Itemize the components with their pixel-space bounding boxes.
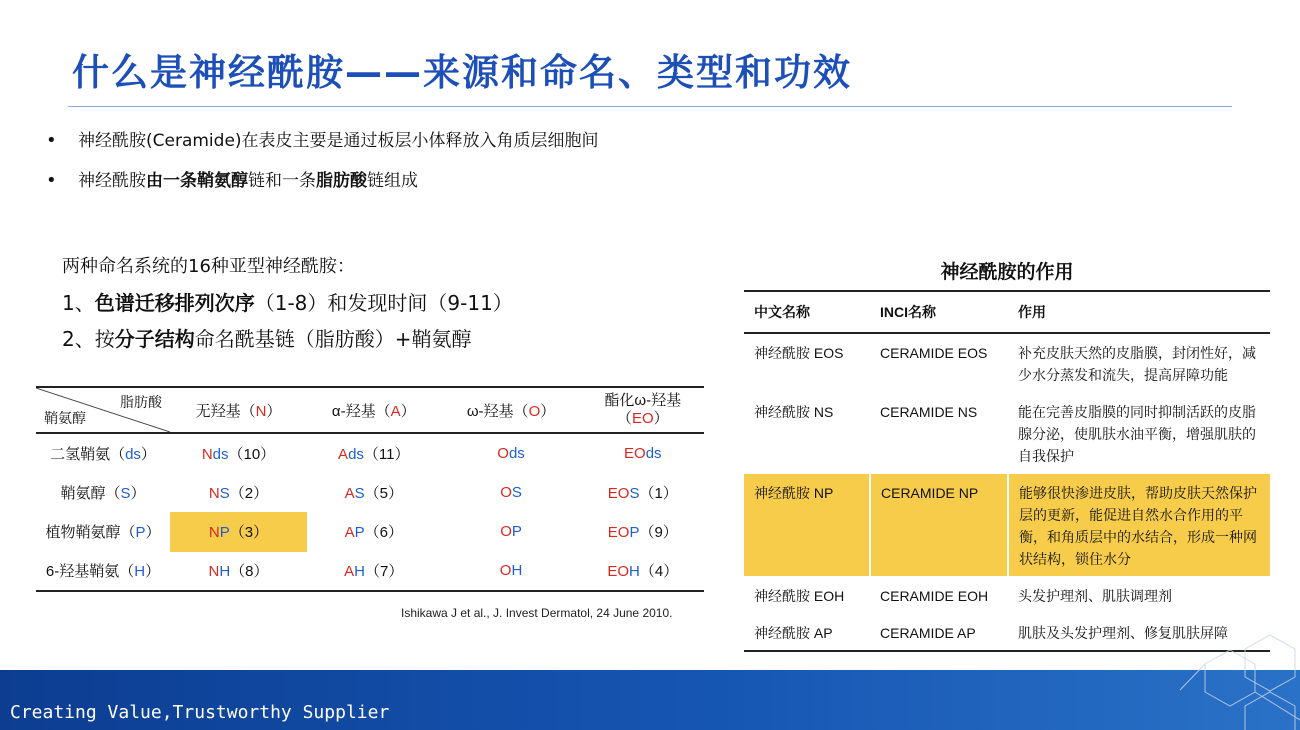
naming-line-2 <box>62 325 513 361</box>
bullet-list <box>46 128 599 208</box>
naming-line-2-rest: 命名酰基链（脂肪酸）+鞘氨醇 <box>194 327 472 351</box>
subtype-cell-r: O <box>500 483 512 501</box>
subtype-cell-n: （9） <box>639 524 678 542</box>
subtype-cell-r: A <box>344 484 355 502</box>
subtype-cell <box>441 512 582 552</box>
subtype-cell-r: A <box>338 445 349 463</box>
row-header-close: ） <box>130 484 146 502</box>
row-header-label: 植物鞘氨醇（ <box>45 524 136 542</box>
header-label: ω-羟基（ <box>466 402 529 420</box>
subtype-cell <box>307 433 441 473</box>
effect-cell-effect: 能够很快渗进皮肤，帮助皮肤天然保护层的更新，能促进自然水合作用的平衡，和角质层中的水结合，形成一种网状结构，锁住水分 <box>1008 474 1270 577</box>
naming-line-1-num: 1、 <box>62 291 95 315</box>
table-header-row <box>744 291 1270 333</box>
effect-cell-inci: CERAMIDE NS <box>870 393 1008 474</box>
subtype-cell <box>582 433 704 473</box>
subtype-cell-n: （8） <box>230 563 269 581</box>
table-row <box>744 474 1270 577</box>
subtype-cell-b: ds <box>508 444 525 462</box>
subtype-cell <box>170 473 307 513</box>
subtype-cell-r: O <box>500 523 512 541</box>
column-header <box>582 387 704 433</box>
subtype-cell-b: H <box>219 563 231 581</box>
subtype-cell-n: （6） <box>364 524 403 542</box>
effect-cell-inci: CERAMIDE AP <box>870 614 1008 652</box>
subtype-cell-n: （3） <box>229 524 269 542</box>
citation: Ishikawa J et al., J. Invest Dermatol, 24 June 2010. <box>401 606 673 620</box>
subtype-cell-b: H <box>511 562 523 580</box>
subtype-cell-n: （7） <box>365 563 404 581</box>
effect-cell-inci: CERAMIDE EOH <box>870 577 1008 614</box>
footer-slogan: Creating Value,Trustworthy Supplier <box>10 702 390 723</box>
subtype-cell-n: （2） <box>229 484 269 502</box>
subtype-cell-b: ds <box>212 445 229 463</box>
subtype-cell <box>307 473 441 513</box>
effects-table-title: 神经酰胺的作用 <box>940 261 1074 283</box>
subtype-cell-n: （5） <box>364 484 403 502</box>
corner-label-sphingoid: 鞘氨醇 <box>44 410 86 426</box>
table-header-row <box>36 387 704 433</box>
row-header <box>36 512 170 552</box>
subtype-cell <box>441 473 582 513</box>
column-header-effect: 作用 <box>1018 304 1046 320</box>
table-corner-cell <box>36 387 170 433</box>
header-code: EO <box>631 410 654 427</box>
effect-cell-cn: 神经酰胺 NS <box>744 393 870 474</box>
header-code: O <box>528 402 541 420</box>
naming-line-1-bold: 色谱迁移排列次序 <box>94 291 255 315</box>
subtype-cell-b: H <box>354 563 366 581</box>
naming-heading: 两种命名系统的16种亚型神经酰胺： <box>62 256 355 277</box>
subtype-cell <box>582 512 704 552</box>
naming-line-2-bold: 分子结构 <box>114 327 195 351</box>
subtype-cell-b: S <box>511 483 522 501</box>
subtype-cell <box>441 552 582 592</box>
subtype-cell-r: EO <box>607 484 630 502</box>
naming-line-1-rest: （1-8）和发现时间（9-11） <box>254 291 513 315</box>
table-row <box>36 433 704 473</box>
subtype-cell <box>441 433 582 473</box>
effect-cell-inci: CERAMIDE NP <box>870 474 1008 577</box>
header-code: N <box>255 402 267 420</box>
row-header <box>36 473 170 513</box>
row-header-close: ） <box>140 445 156 463</box>
bullet-text-bold: 由一条 <box>146 171 197 191</box>
table-row <box>744 577 1270 614</box>
bullet-keyword-sphingosine: 鞘氨醇 <box>197 171 248 191</box>
table-row <box>744 333 1270 393</box>
corner-label-fatty-acid: 脂肪酸 <box>120 394 162 410</box>
subtype-cell-b: ds <box>348 445 364 463</box>
effect-cell-cn: 神经酰胺 NP <box>744 474 870 577</box>
bullet-text-mid: 链和一条 <box>248 171 316 191</box>
row-header <box>36 552 170 592</box>
bullet-text-pre: 神经酰胺 <box>78 171 146 191</box>
row-header-label: 鞘氨醇（ <box>60 484 121 502</box>
subtype-cell-n: （10） <box>228 445 276 463</box>
subtype-cell-r: EO <box>607 563 630 581</box>
table-row <box>744 393 1270 474</box>
header-close: ） <box>266 402 282 420</box>
column-header-inci: INCI名称 <box>880 304 936 320</box>
subtype-cell <box>170 512 307 552</box>
footer-bar <box>0 670 1300 730</box>
subtype-cell-r: A <box>344 563 355 581</box>
table-row <box>36 473 704 513</box>
effect-cell-effect: 能在完善皮脂膜的同时抑制活跃的皮脂腺分泌，使肌肤水油平衡，增强肌肤的自我保护 <box>1008 393 1270 474</box>
subtype-cell <box>307 552 441 592</box>
subtype-cell-b: P <box>354 524 365 542</box>
subtype-cell-b: S <box>219 484 230 502</box>
subtype-cell <box>170 433 307 473</box>
subtype-cell-r: N <box>208 484 220 502</box>
effect-cell-effect: 肌肤及头发护理剂、修复肌肤屏障 <box>1008 614 1270 652</box>
effect-cell-effect: 补充皮肤天然的皮脂膜，封闭性好，减少水分蒸发和流失，提高屏障功能 <box>1008 333 1270 393</box>
subtype-cell-b: S <box>354 484 365 502</box>
bullet-item-2 <box>46 168 599 208</box>
subtype-cell-n: （4） <box>639 563 679 581</box>
subtype-cell-r: N <box>201 445 213 463</box>
effect-cell-cn: 神经酰胺 AP <box>744 614 870 652</box>
naming-line-1 <box>62 289 513 325</box>
naming-systems <box>62 253 513 361</box>
row-header-close: ） <box>145 563 161 581</box>
row-header-close: ） <box>145 524 161 542</box>
effect-cell-effect: 头发护理剂、肌肤调理剂 <box>1008 577 1270 614</box>
effect-cell-cn: 神经酰胺 EOH <box>744 577 870 614</box>
subtype-cell-b: ds <box>645 444 662 462</box>
title-divider <box>68 106 1232 107</box>
subtype-cell-n: （11） <box>363 445 410 463</box>
bullet-text: 神经酰胺(Ceramide)在表皮主要是通过板层小体释放入角质层细胞间 <box>78 131 599 151</box>
column-header <box>307 387 441 433</box>
subtype-cell <box>582 552 704 592</box>
subtype-cell-b: H <box>629 563 640 581</box>
subtype-cell <box>582 473 704 513</box>
effect-cell-cn: 神经酰胺 EOS <box>744 333 870 393</box>
ceramide-effects-table <box>744 290 1270 652</box>
page-title: 什么是神经酰胺——来源和命名、类型和功效 <box>72 51 852 94</box>
table-row <box>36 552 704 592</box>
header-code: A <box>390 402 401 420</box>
effect-cell-inci: CERAMIDE EOS <box>870 333 1008 393</box>
bullet-item-1 <box>46 128 599 168</box>
hexagon-decoration-icon <box>1160 630 1300 730</box>
column-header-cn: 中文名称 <box>754 304 810 320</box>
subtype-cell-r: N <box>208 524 220 542</box>
naming-line-2-num: 2、按 <box>62 327 115 351</box>
bullet-text-post: 链组成 <box>367 171 418 191</box>
row-header-code: S <box>120 484 131 502</box>
column-header <box>441 387 582 433</box>
header-close: ） <box>540 402 556 420</box>
table-row <box>36 512 704 552</box>
header-label-2: （ <box>616 410 632 427</box>
header-label: 酯化ω-羟基 <box>604 392 682 409</box>
subtype-cell-b: P <box>629 524 640 542</box>
subtype-cell-r: O <box>499 562 512 580</box>
subtype-cell-r: O <box>497 444 509 462</box>
subtype-cell-r: EO <box>624 444 646 462</box>
subtype-cell-n: （1） <box>639 484 678 502</box>
bullet-keyword-fatty-acid: 脂肪酸 <box>316 171 367 191</box>
column-header <box>170 387 307 433</box>
header-label: α-羟基（ <box>331 402 391 420</box>
row-header-code: ds <box>125 445 141 463</box>
subtype-cell-r: A <box>344 524 355 542</box>
header-close: ） <box>400 402 416 420</box>
row-header-label: 6-羟基鞘氨（ <box>45 563 135 581</box>
row-header-code: H <box>134 563 146 581</box>
row-header-code: P <box>135 524 146 542</box>
ceramide-subtype-table <box>36 386 704 592</box>
subtype-cell <box>307 512 441 552</box>
subtype-cell-b: S <box>629 484 640 502</box>
subtype-cell-r: EO <box>607 524 630 542</box>
header-close: ） <box>653 410 669 427</box>
subtype-cell-r: N <box>208 563 220 581</box>
row-header <box>36 433 170 473</box>
subtype-cell-b: P <box>219 524 230 542</box>
row-header-label: 二氢鞘氨（ <box>50 445 126 463</box>
subtype-cell-b: P <box>511 523 522 541</box>
subtype-cell <box>170 552 307 592</box>
header-label: 无羟基（ <box>195 402 256 420</box>
